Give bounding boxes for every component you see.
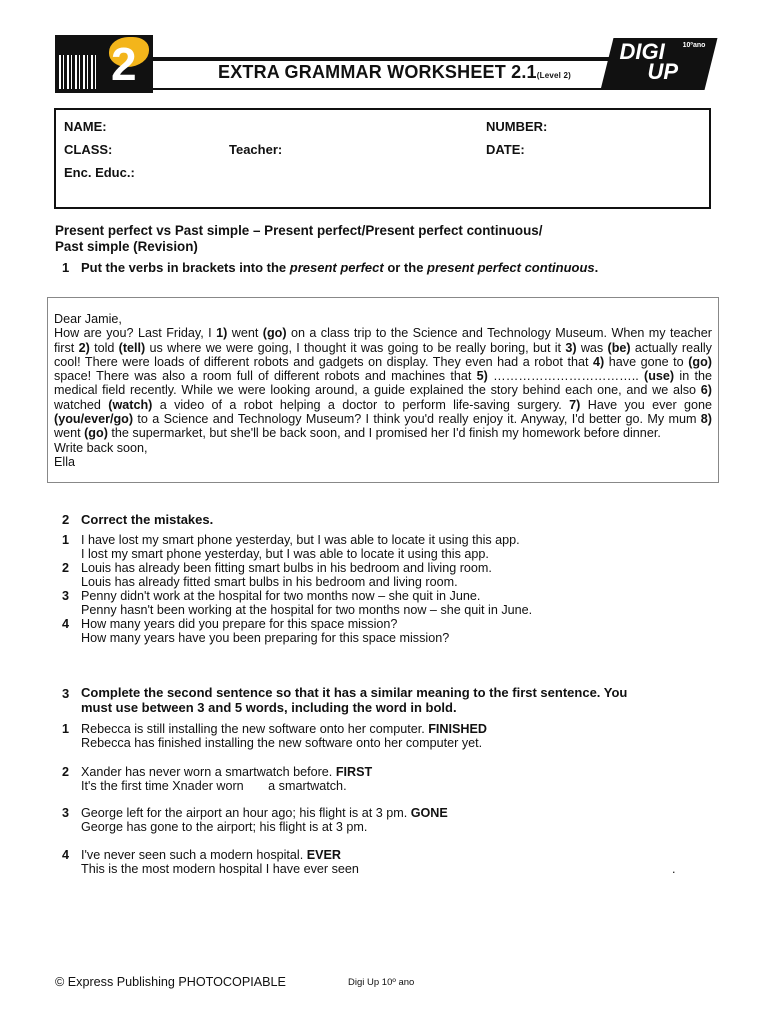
letter-box: [47, 297, 719, 483]
brand-top: DIGI: [619, 39, 665, 64]
footer-copyright: © Express Publishing PHOTOCOPIABLE: [55, 975, 286, 989]
ex3-item-number: 3: [62, 806, 70, 820]
key-word: FIRST: [335, 765, 373, 779]
ex2-item-question: Louis has already been fitting smart bulbs in his bedroom and living room.: [81, 561, 492, 575]
title-text: EXTRA GRAMMAR WORKSHEET 2.1: [218, 62, 537, 82]
letter-text: a video of a robot helping a doctor to perform life-saving surgery.: [152, 397, 570, 412]
ex3-item-question: [81, 806, 448, 820]
exercise-1-number: 1: [62, 260, 70, 275]
number-field[interactable]: NUMBER:: [486, 119, 548, 134]
gap-number: 2): [78, 340, 90, 355]
gap-verb: (you/ever/go): [54, 412, 134, 427]
teacher-field[interactable]: Teacher:: [229, 142, 283, 157]
digi-up-logo: [601, 38, 718, 90]
gap-answer[interactable]: told: [89, 340, 119, 355]
gap-verb: (go): [262, 326, 287, 341]
key-word: GONE: [410, 806, 448, 820]
ex2-item-answer[interactable]: How many years have you been preparing for this space mission?: [81, 631, 450, 645]
ex2-item-number: 1: [62, 533, 70, 547]
ex2-item-number: 3: [62, 589, 70, 603]
question-text: Xander has never worn a smartwatch before.: [81, 765, 336, 779]
ex2-item-number: 4: [62, 617, 70, 631]
ex3-item-question: [81, 848, 341, 862]
instr-italic: present perfect continuous: [427, 260, 595, 275]
ex3-item-answer[interactable]: Rebecca has finished installing the new software onto her computer yet.: [81, 736, 483, 750]
instruction-line-1: Complete the second sentence so that it has a similar meaning to the first sentence. You: [81, 685, 628, 700]
gap-number: 6): [700, 383, 712, 398]
ex3-item-question: [81, 722, 487, 736]
instr-part: or the: [383, 260, 428, 275]
level-text: (Level 2): [536, 71, 572, 80]
ex3-item-question: [81, 765, 372, 779]
ex2-item-question: How many years did you prepare for this space mission?: [81, 617, 398, 631]
ex3-item-number: 4: [62, 848, 70, 862]
ex2-item-answer[interactable]: Louis has already fitted smart bulbs in his bedroom and living room.: [81, 575, 458, 589]
section-title: [55, 223, 695, 255]
question-text: George left for the airport an hour ago; his flight is at 3 pm.: [81, 806, 411, 820]
gap-number: 7): [569, 397, 581, 412]
barcode-graphic: [59, 55, 97, 89]
gap-answer[interactable]: went: [227, 326, 263, 341]
letter-text: in the medical field recently. While we were looking around, a guide explained the story behind each one, and we also: [54, 369, 713, 398]
brand-bottom: UP: [647, 59, 679, 84]
student-info-box: [54, 108, 711, 209]
letter-closing: Write back soon,: [54, 440, 148, 455]
gap-verb: (watch): [108, 397, 153, 412]
instruction-line-2: must use between 3 and 5 words, including the word in bold.: [81, 699, 457, 715]
ex3-item-answer[interactable]: George has gone to the airport; his flight is at 3 pm.: [81, 820, 368, 834]
gap-number: 4): [593, 354, 605, 369]
letter-text: on a class trip to the Science and Technology Museum. When my teacher first: [54, 326, 712, 355]
gap-answer[interactable]: have gone to: [604, 354, 689, 369]
letter-greeting: Dear Jamie,: [54, 312, 122, 326]
ex2-item-question: I have lost my smart phone yesterday, but I was able to locate it using this app.: [81, 533, 520, 547]
ex2-item-answer[interactable]: Penny hasn't been working at the hospital for two months now – she quit in June.: [81, 603, 533, 617]
letter-text: to a Science and Technology Museum? I think you'd really enjoy it. Anyway, I'd better go. My mum: [133, 412, 701, 427]
letter-text: the supermarket, but she'll be back soon, and I promised her I'd finish my homework before dinner.: [107, 426, 661, 441]
name-field[interactable]: NAME:: [64, 119, 107, 134]
gap-number: 1): [216, 326, 228, 341]
brand-year: 10ºano: [682, 42, 706, 49]
digi-up-text: [619, 39, 679, 84]
exercise-2-number: 2: [62, 512, 70, 527]
gap-answer[interactable]: watched: [54, 397, 109, 412]
exercise-2-instruction: Correct the mistakes.: [81, 512, 214, 527]
letter-text: How are you? Last Friday, I: [54, 326, 217, 341]
gap-answer[interactable]: ……………………………..: [487, 369, 644, 384]
gap-number: 8): [700, 412, 712, 427]
letter-signature: Ella: [54, 454, 75, 469]
date-field[interactable]: DATE:: [486, 142, 525, 157]
gap-number: 3): [565, 340, 577, 355]
instr-part: Put the verbs in brackets into the: [81, 260, 290, 275]
ex3-item-answer[interactable]: This is the most modern hospital I have ever seen: [81, 862, 359, 876]
ex2-item-answer[interactable]: I lost my smart phone yesterday, but I was able to locate it using this app.: [81, 547, 489, 561]
section-title-line-2: Past simple (Revision): [55, 239, 198, 254]
ex3-item-answer[interactable]: It's the first time Xnader worn a smartwatch.: [81, 779, 347, 793]
letter-body: [54, 326, 712, 440]
gap-answer[interactable]: went: [54, 426, 85, 441]
question-text: Rebecca is still installing the new software onto her computer.: [81, 722, 429, 736]
section-title-line-1: Present perfect vs Past simple – Present perfect/Present perfect continuous/: [55, 223, 543, 238]
unit-logo: [55, 35, 153, 93]
ex2-item-question: Penny didn't work at the hospital for two months now – she quit in June.: [81, 589, 481, 603]
worksheet-title: [218, 62, 571, 83]
gap-verb: (go): [688, 354, 712, 369]
enc-educ-field[interactable]: Enc. Educ.:: [64, 165, 135, 180]
gap-verb: (go): [84, 426, 108, 441]
gap-number: 5): [476, 369, 488, 384]
letter-text: us where we were going, I thought it was going to be really boring, but it: [145, 340, 566, 355]
gap-answer[interactable]: Have you ever gone: [580, 397, 713, 412]
exercise-1-instruction: [81, 260, 598, 275]
ex3-item-number: 1: [62, 722, 70, 736]
gap-verb: (be): [607, 340, 631, 355]
header-rule-bottom: [153, 88, 613, 90]
gap-verb: (tell): [118, 340, 146, 355]
key-word: FINISHED: [428, 722, 487, 736]
instr-italic: present perfect: [289, 260, 384, 275]
ex3-item-number: 2: [62, 765, 70, 779]
letter-text: space! There was also a room full of different robots and machines that: [54, 369, 477, 384]
gap-verb: (use): [644, 369, 675, 384]
key-word: EVER: [306, 848, 342, 862]
footer-course: Digi Up 10º ano: [348, 977, 415, 988]
exercise-3-instruction: [81, 686, 627, 715]
unit-number: 2: [111, 38, 137, 90]
class-field[interactable]: CLASS:: [64, 142, 113, 157]
exercise-3-number: 3: [62, 686, 70, 701]
question-text: I've never seen such a modern hospital.: [81, 848, 307, 862]
instr-part: .: [594, 260, 599, 275]
letter-text: actually really cool! There were loads of different robots and gadgets on display. They even had a robot that: [54, 340, 712, 369]
ex3-item-end-period: .: [672, 862, 676, 876]
gap-answer[interactable]: was: [576, 340, 608, 355]
ex2-item-number: 2: [62, 561, 70, 575]
